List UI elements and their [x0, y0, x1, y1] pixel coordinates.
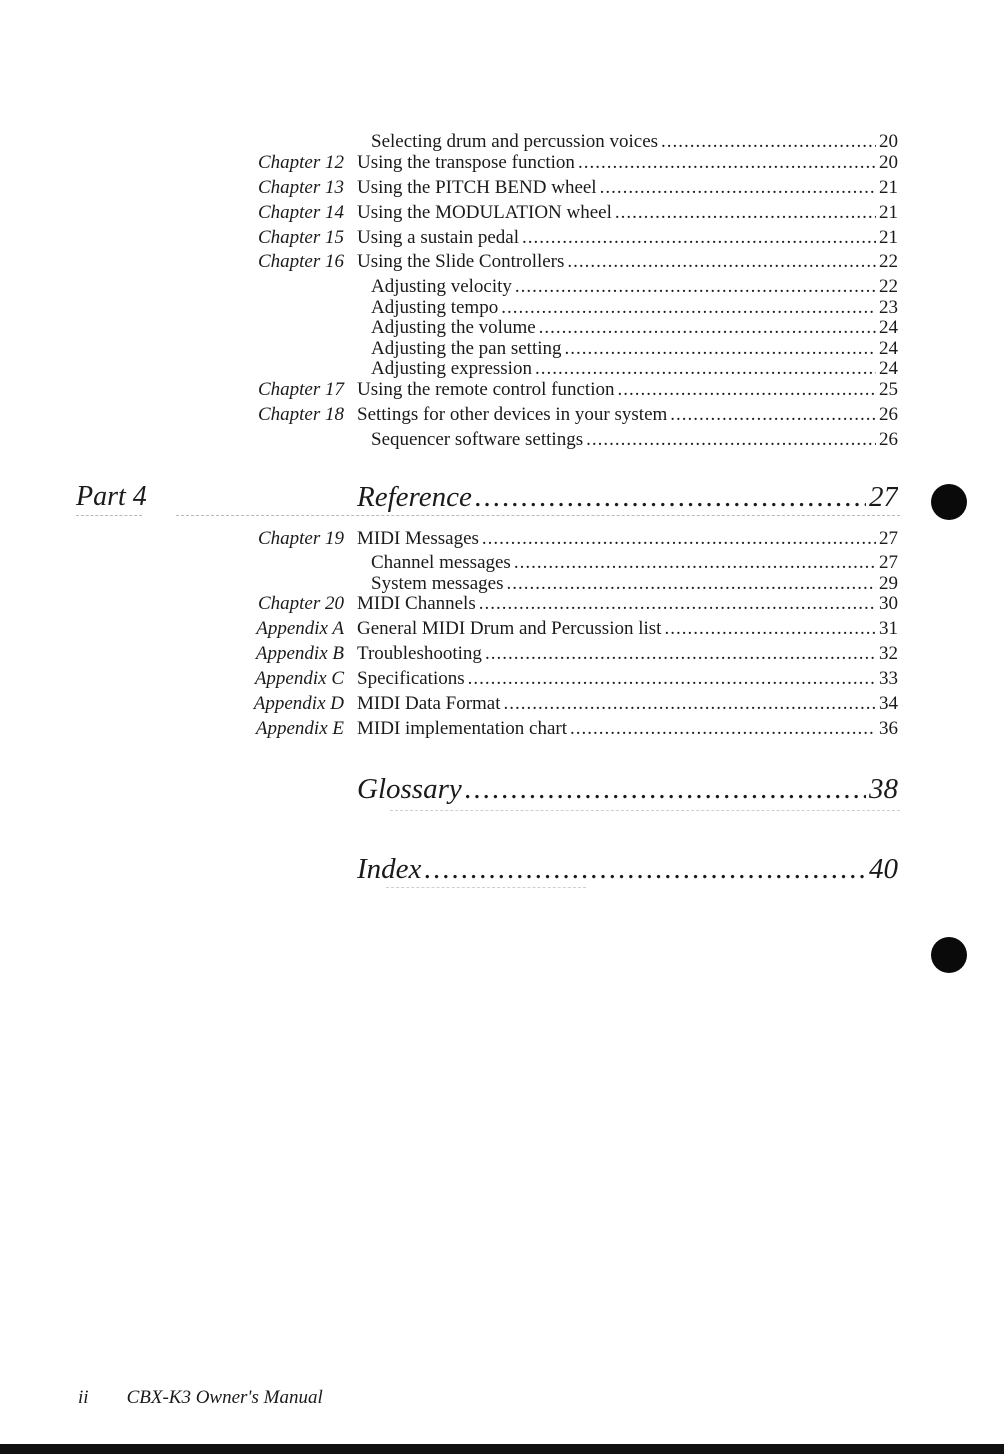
- appendix-label: Appendix B: [255, 643, 344, 664]
- toc-entry: Channel messages ..... 27: [0, 551, 1004, 575]
- toc-glossary: Glossary ..... 38: [0, 772, 1004, 806]
- toc-entry: Adjusting tempo ..... 23: [0, 296, 1004, 320]
- toc-entry: Appendix C Specifications ..... 33: [0, 667, 1004, 691]
- chapter-label: Chapter 19: [257, 528, 344, 549]
- chapter-label: Chapter 15: [257, 227, 344, 248]
- toc-entry: Adjusting expression ..... 24: [0, 357, 1004, 381]
- toc-entry: Chapter 12 Using the transpose function ..... 20: [0, 151, 1004, 175]
- chapter-label: Chapter 14: [257, 202, 344, 223]
- toc-entry: Chapter 15 Using a sustain pedal ..... 21: [0, 226, 1004, 250]
- toc-entry: Chapter 16 Using the Slide Controllers ..... 22: [0, 250, 1004, 274]
- glossary-rule: [390, 810, 900, 811]
- page-footer: [78, 1386, 323, 1410]
- toc-entry: System messages ..... 29: [0, 572, 1004, 596]
- scan-edge-band: [0, 1444, 1004, 1454]
- toc-part-heading: Reference ..... 27: [0, 480, 1004, 514]
- appendix-label: Appendix C: [254, 668, 344, 689]
- toc-entry: Chapter 18 Settings for other devices in your system ..... 26: [0, 403, 1004, 427]
- appendix-label: Appendix E: [255, 718, 344, 739]
- appendix-label: Appendix D: [253, 693, 344, 714]
- toc-entry: Chapter 17 Using the remote control function ..... 25: [0, 378, 1004, 402]
- binder-hole-icon: [931, 484, 967, 520]
- toc-entry: Selecting drum and percussion voices ..... 20: [0, 130, 1004, 154]
- part-divider-rule: [176, 515, 900, 516]
- appendix-label: Appendix A: [256, 618, 344, 639]
- toc-entry: Adjusting velocity ..... 22: [0, 275, 1004, 299]
- binder-hole-icon: [931, 937, 967, 973]
- toc-entry: Adjusting the volume ..... 24: [0, 316, 1004, 340]
- toc-entry: Chapter 19 MIDI Messages ..... 27: [0, 527, 1004, 551]
- chapter-label: Chapter 17: [257, 379, 344, 400]
- chapter-label: Chapter 16: [257, 251, 344, 272]
- manual-title: CBX-K3 Owner's Manual: [126, 1387, 323, 1408]
- toc-entry: Adjusting the pan setting ..... 24: [0, 337, 1004, 361]
- toc-entry: Appendix E MIDI implementation chart ..... 36: [0, 717, 1004, 741]
- toc-entry: Chapter 14 Using the MODULATION wheel ..... 21: [0, 201, 1004, 225]
- toc-entry: Chapter 20 MIDI Channels ..... 30: [0, 592, 1004, 616]
- chapter-label: Chapter 12: [257, 152, 344, 173]
- chapter-label: Chapter 20: [257, 593, 344, 614]
- chapter-label: Chapter 18: [257, 404, 344, 425]
- toc-entry: Chapter 13 Using the PITCH BEND wheel ..... 21: [0, 176, 1004, 200]
- part-label-rule: [76, 515, 142, 516]
- toc-index: Index ..... 40: [0, 852, 1004, 886]
- toc-entry: Sequencer software settings ..... 26: [0, 428, 1004, 452]
- part-label: Part 4: [76, 481, 147, 512]
- index-rule: [386, 887, 586, 888]
- toc-entry: Appendix B Troubleshooting ..... 32: [0, 642, 1004, 666]
- toc-entry: Appendix D MIDI Data Format ..... 34: [0, 692, 1004, 716]
- toc-entry: Appendix A General MIDI Drum and Percussion list ..... 31: [0, 617, 1004, 641]
- chapter-label: Chapter 13: [257, 177, 344, 198]
- page-number: ii: [78, 1387, 89, 1408]
